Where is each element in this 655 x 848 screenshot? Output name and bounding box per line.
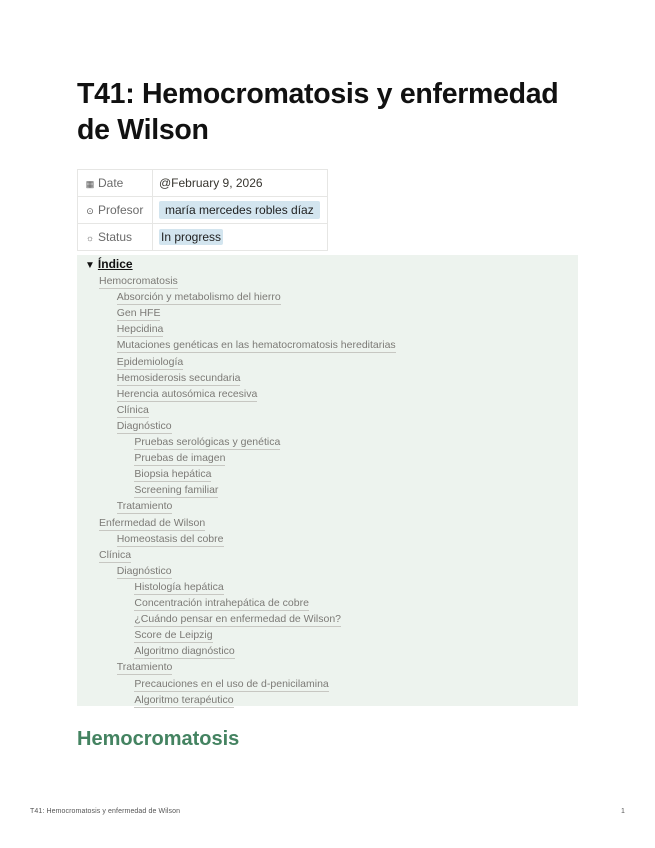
toc-link[interactable]: Clínica <box>116 403 149 416</box>
toc-heading: Índice <box>97 257 133 271</box>
properties-table <box>77 169 328 251</box>
toc-link[interactable]: Biopsia hepática <box>134 468 212 481</box>
calendar-icon: ▦ <box>85 179 95 189</box>
toc-link[interactable]: Herencia autosómica recesiva <box>116 387 258 400</box>
toc-link[interactable]: Diagnóstico <box>116 564 172 577</box>
property-row-status <box>78 224 328 251</box>
toc-link[interactable]: Concentración intrahepática de cobre <box>134 597 309 609</box>
toc-link[interactable]: Enfermedad de Wilson <box>99 516 206 529</box>
profesor-chip[interactable]: maría mercedes robles díaz <box>159 201 320 219</box>
toc-link[interactable]: Absorción y metabolismo del hierro <box>116 291 281 304</box>
status-badge[interactable]: In progress <box>161 230 222 244</box>
section-heading: Hemocromatosis <box>77 728 240 750</box>
property-label-status: Status <box>98 230 133 244</box>
page-title: T41: Hemocromatosis y enfermedad de Wilson <box>77 78 559 146</box>
toc-toggle[interactable] <box>85 257 133 271</box>
footer-title: T41: Hemocromatosis y enfermedad de Wilson <box>30 808 181 815</box>
toc-link[interactable]: Pruebas serológicas y genética <box>134 436 281 448</box>
triangle-down-icon[interactable]: ▼ <box>85 260 95 271</box>
person-circle-icon: ⊙ <box>86 206 94 216</box>
property-label-profesor: Profesor <box>98 203 144 217</box>
toc-link[interactable]: Algoritmo diagnóstico <box>134 645 235 658</box>
toc-link[interactable]: ¿Cuándo pensar en enfermedad de Wilson? <box>134 613 342 626</box>
property-value-status[interactable] <box>153 224 328 251</box>
toc-link[interactable]: Mutaciones genéticas en las hematocromatosis hereditarias <box>116 339 396 352</box>
toc-link[interactable]: Diagnóstico <box>116 419 172 432</box>
footer-page-number: 1 <box>621 808 625 815</box>
property-label-date: Date <box>98 176 124 190</box>
property-key-date <box>78 170 153 197</box>
table-of-contents <box>77 255 578 706</box>
toc-link[interactable]: Epidemiología <box>116 355 184 368</box>
property-key-status <box>78 224 153 251</box>
status-sun-icon: ☼ <box>85 233 95 243</box>
toc-link[interactable]: Algoritmo terapéutico <box>134 693 234 706</box>
toc-link[interactable]: Homeostasis del cobre <box>116 532 224 545</box>
property-key-profesor <box>78 197 153 224</box>
property-value-date[interactable]: @February 9, 2026 <box>153 170 328 197</box>
toc-link[interactable]: Hemosiderosis secundaria <box>116 371 241 384</box>
toc-link[interactable]: Pruebas de imagen <box>134 452 226 465</box>
toc-link[interactable]: Tratamiento <box>116 500 173 513</box>
toc-link[interactable]: Gen HFE <box>116 307 161 320</box>
toc-link[interactable]: Screening familiar <box>134 484 219 497</box>
toc-link[interactable]: Clínica <box>99 548 132 561</box>
toc-link[interactable]: Hemocromatosis <box>99 275 178 287</box>
toc-link[interactable]: Score de Leipzig <box>134 629 213 642</box>
toc-link[interactable]: Histología hepática <box>134 580 224 593</box>
property-row-date <box>78 170 328 197</box>
property-row-profesor <box>78 197 328 224</box>
toc-link[interactable]: Precauciones en el uso de d-penicilamina <box>134 677 329 690</box>
toc-link[interactable]: Tratamiento <box>116 661 173 674</box>
property-value-profesor[interactable] <box>153 197 328 224</box>
toc-link[interactable]: Hepcidina <box>116 323 164 336</box>
